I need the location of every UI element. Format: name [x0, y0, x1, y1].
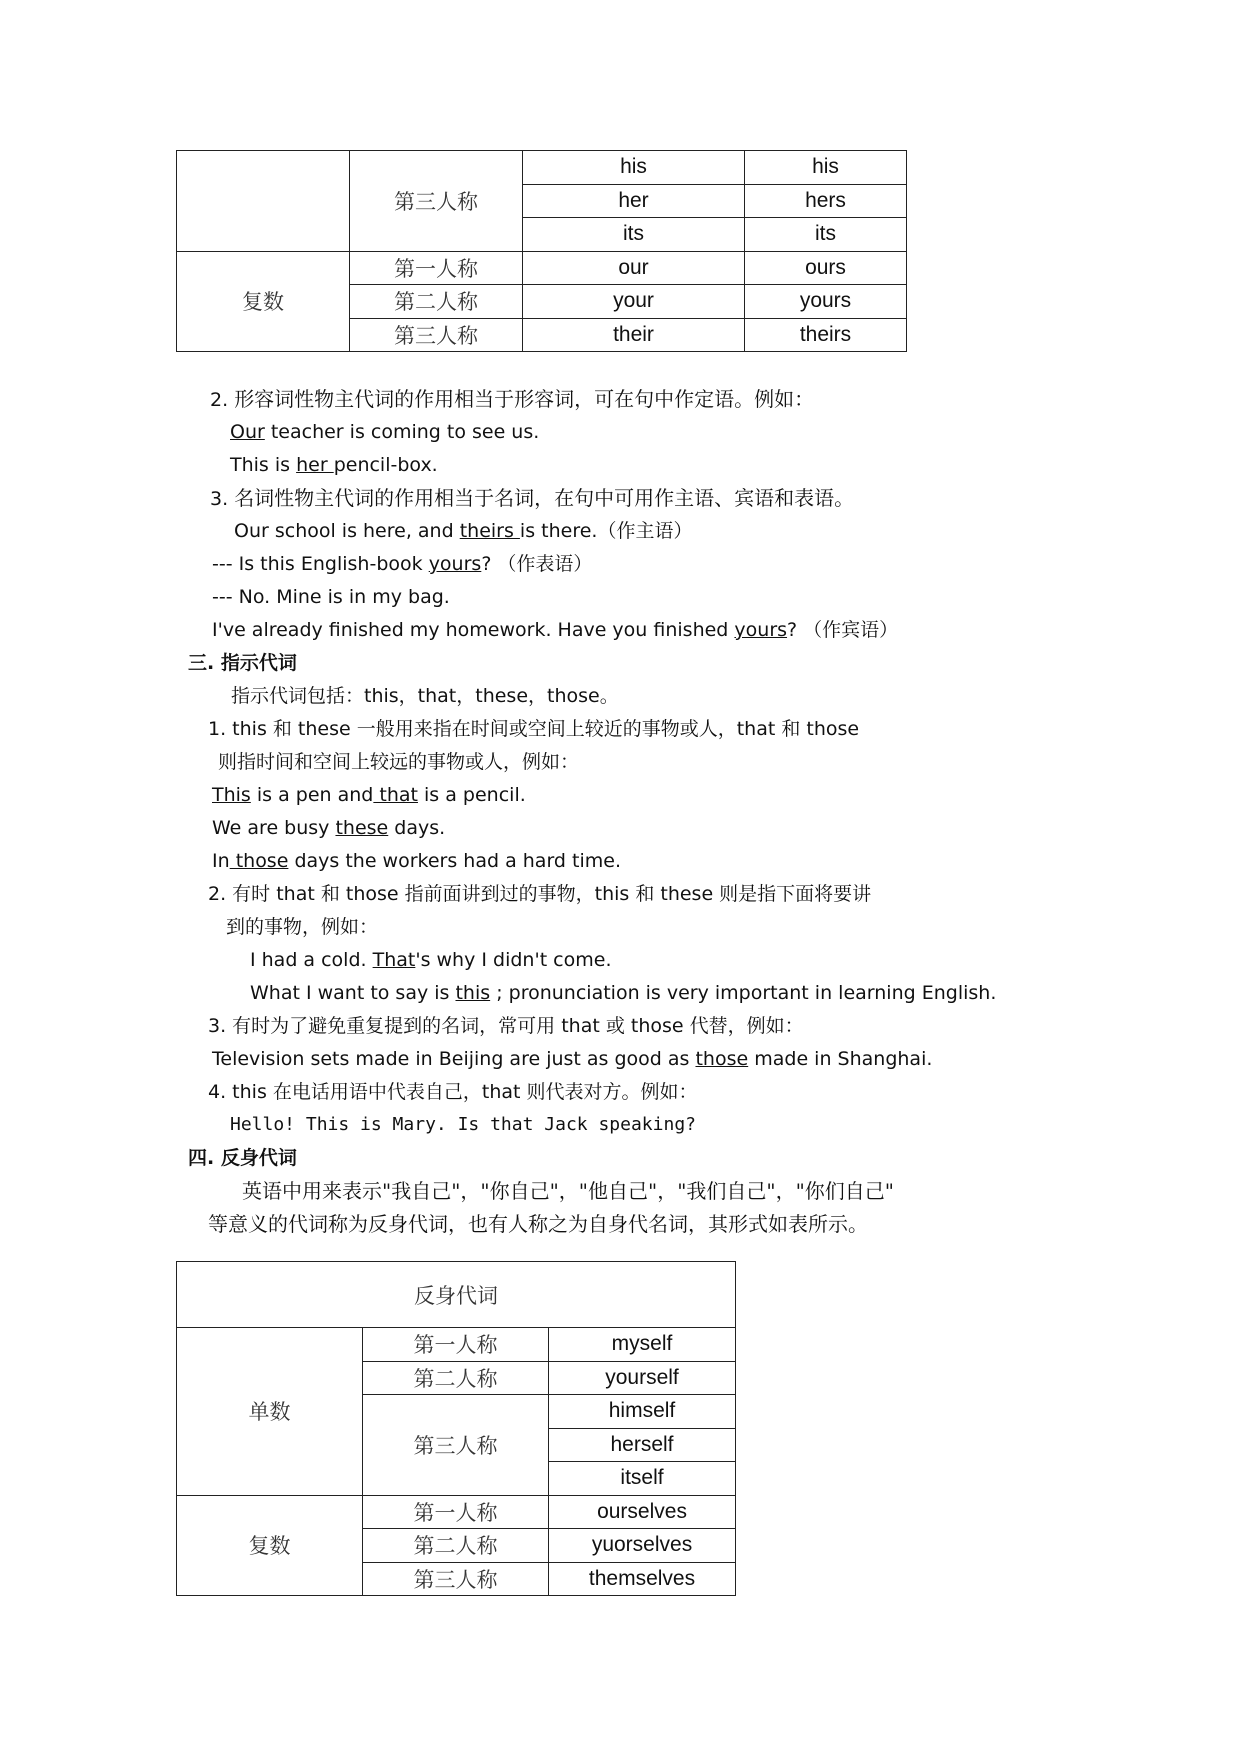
- underlined-word: this: [455, 982, 491, 1004]
- point-text: 形容词性物主代词的作用相当于形容词，可在句中作定语。例如：: [234, 387, 815, 411]
- reflexive-pronoun-table: [176, 1261, 736, 1596]
- reflexive-form-cell: himself: [549, 1395, 736, 1429]
- sentence-text: We are busy: [212, 817, 336, 839]
- sentence-text: made in Shanghai.: [748, 1048, 933, 1070]
- person-cell: 第三人称: [350, 151, 523, 252]
- noun-form-cell: his: [745, 151, 907, 185]
- underlined-word: these: [335, 817, 389, 839]
- example-sentence: [230, 420, 539, 444]
- person-cell: 第三人称: [363, 1395, 549, 1496]
- sentence-text: This is: [230, 454, 297, 476]
- sentence-text: ? （作表语）: [481, 553, 593, 575]
- number-cell: 复数: [177, 251, 350, 352]
- possessive-pronoun-table: [176, 150, 907, 352]
- person-cell: 第一人称: [363, 1328, 549, 1362]
- paragraph-line-1: 英语中用来表示"我自己"，"你自己"，"他自己"，"我们自己"，"你们自己": [242, 1179, 894, 1203]
- person-cell: 第二人称: [350, 285, 523, 319]
- example-sentence: [230, 453, 438, 477]
- sentence-text: days.: [388, 817, 446, 839]
- underlined-word: yours: [428, 553, 482, 575]
- sentence-text: days the workers had a hard time.: [288, 850, 621, 872]
- adjective-form-cell: its: [523, 218, 745, 252]
- example-sentence: [212, 783, 526, 807]
- underlined-word: those: [695, 1048, 749, 1070]
- number-cell: 复数: [177, 1495, 363, 1596]
- reflexive-form-cell: myself: [549, 1328, 736, 1362]
- noun-form-cell: its: [745, 218, 907, 252]
- sentence-text: is a pencil.: [417, 784, 526, 806]
- noun-form-cell: hers: [745, 184, 907, 218]
- sentence-text: In: [212, 850, 230, 872]
- person-cell: 第二人称: [363, 1529, 549, 1563]
- intro-text: 指示代词包括：this，that，these，those。: [231, 685, 619, 707]
- point-3-text: 3. 有时为了避免重复提到的名词，常可用 that 或 those 代替，例如：: [208, 1015, 804, 1037]
- adjective-form-cell: your: [523, 285, 745, 319]
- reflexive-form-cell: themselves: [549, 1562, 736, 1596]
- sentence-text: Television sets made in Beijing are just as good as: [212, 1048, 696, 1070]
- underlined-word: her: [296, 454, 334, 476]
- sentence-text: is there.（作主语）: [519, 520, 693, 542]
- point-2-line-2: 到的事物，例如：: [226, 916, 379, 938]
- section-heading: 四. 反身代词: [188, 1147, 297, 1169]
- sentence-text: Our school is here, and: [234, 520, 460, 542]
- table-row: [177, 151, 907, 185]
- table-header-row: [177, 1262, 736, 1328]
- adjective-form-cell: their: [523, 318, 745, 352]
- reflexive-form-cell: yourself: [549, 1361, 736, 1395]
- sentence-text: I've already finished my homework. Have you finished: [212, 619, 735, 641]
- point-number: 3.: [210, 488, 229, 510]
- sentence-text: ; pronunciation is very important in learning English.: [490, 982, 997, 1004]
- table-row: [177, 251, 907, 285]
- person-cell: 第三人称: [350, 318, 523, 352]
- sentence-text: is a pen and: [250, 784, 374, 806]
- point-number: 2.: [210, 389, 229, 411]
- section-heading: 三. 指示代词: [188, 652, 297, 674]
- underlined-word: That: [372, 949, 416, 971]
- example-sentence: [250, 948, 612, 972]
- person-cell: 第三人称: [363, 1562, 549, 1596]
- reflexive-form-cell: yuorselves: [549, 1529, 736, 1563]
- paragraph-line-2: 等意义的代词称为反身代词，也有人称之为自身代名词，其形式如表所示。: [208, 1212, 868, 1236]
- reflexive-form-cell: ourselves: [549, 1495, 736, 1529]
- reflexive-form-cell: itself: [549, 1462, 736, 1496]
- underlined-word: This: [212, 784, 251, 806]
- sentence-text: pencil-box.: [333, 454, 438, 476]
- person-cell: 第一人称: [350, 251, 523, 285]
- example-sentence: [250, 981, 996, 1005]
- noun-form-cell: yours: [745, 285, 907, 319]
- point-4-text: 4. this 在电话用语中代表自己，that 则代表对方。例如：: [208, 1081, 698, 1103]
- point-2-line-1: 2. 有时 that 和 those 指前面讲到过的事物，this 和 these 则是指下面将要讲: [208, 883, 872, 905]
- example-sentence: [212, 849, 621, 873]
- table-title: 反身代词: [177, 1262, 736, 1328]
- example-sentence: Hello! This is Mary. Is that Jack speaking?: [230, 1114, 696, 1135]
- table-row: [177, 1495, 736, 1529]
- empty-cell: [177, 151, 350, 252]
- noun-form-cell: theirs: [745, 318, 907, 352]
- point-text: 名词性物主代词的作用相当于名词，在句中可用作主语、宾语和表语。: [234, 486, 855, 510]
- example-sentence: [212, 1047, 932, 1071]
- underlined-word: yours: [734, 619, 788, 641]
- person-cell: 第二人称: [363, 1361, 549, 1395]
- adjective-form-cell: our: [523, 251, 745, 285]
- sentence-text: teacher is coming to see us.: [264, 421, 540, 443]
- sentence-text: 's why I didn't come.: [415, 949, 612, 971]
- underlined-word: those: [229, 850, 289, 872]
- sentence-text: --- No. Mine is in my bag.: [212, 586, 450, 608]
- sentence-text: I had a cold.: [250, 949, 373, 971]
- table-row: [177, 1328, 736, 1362]
- adjective-form-cell: her: [523, 184, 745, 218]
- underlined-word: that: [373, 784, 418, 806]
- point-1-line-1: 1. this 和 these 一般用来指在时间或空间上较近的事物或人，that 和 those: [208, 718, 860, 740]
- sentence-text: ? （作宾语）: [787, 619, 899, 641]
- example-sentence: [212, 618, 898, 642]
- noun-form-cell: ours: [745, 251, 907, 285]
- sentence-text: --- Is this English-book: [212, 553, 429, 575]
- point-2: [210, 387, 814, 412]
- example-sentence: [212, 552, 592, 576]
- underlined-word: Our: [230, 421, 265, 443]
- example-sentence: [212, 816, 445, 840]
- example-sentence: [234, 519, 692, 543]
- person-cell: 第一人称: [363, 1495, 549, 1529]
- underlined-word: theirs: [459, 520, 520, 542]
- example-sentence: [212, 585, 450, 609]
- adjective-form-cell: his: [523, 151, 745, 185]
- reflexive-form-cell: herself: [549, 1428, 736, 1462]
- point-3: [210, 486, 854, 511]
- point-1-line-2: 则指时间和空间上较远的事物或人，例如：: [218, 751, 580, 773]
- number-cell: 单数: [177, 1328, 363, 1496]
- sentence-text: What I want to say is: [250, 982, 456, 1004]
